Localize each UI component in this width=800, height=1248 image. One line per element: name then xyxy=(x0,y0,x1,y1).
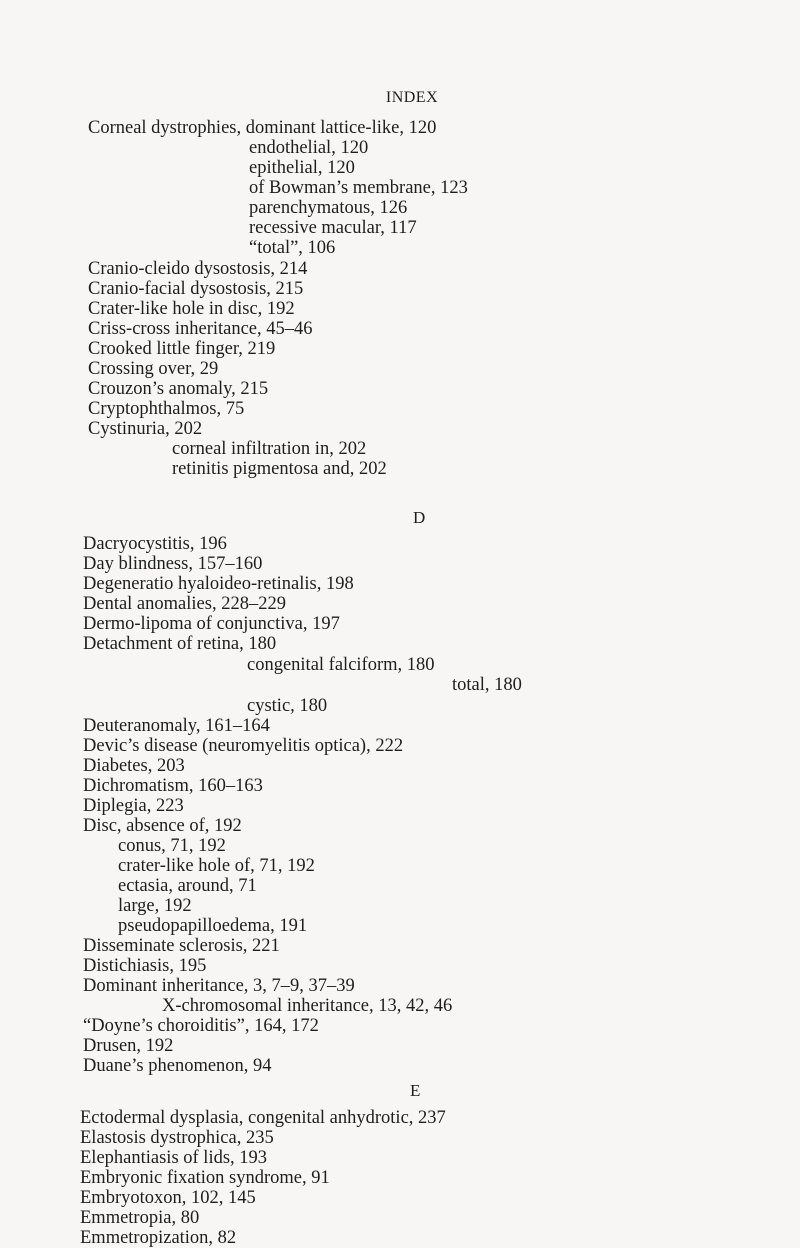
index-subentry: conus, 71, 192 xyxy=(118,836,226,856)
index-subentry: pseudopapilloedema, 191 xyxy=(118,916,308,936)
index-entry: Diplegia, 223 xyxy=(83,796,184,816)
index-entry: Cryptophthalmos, 75 xyxy=(88,399,245,419)
index-subentry: large, 192 xyxy=(118,896,192,916)
index-entry: Deuteranomaly, 161–164 xyxy=(83,716,270,736)
index-entry: Embryotoxon, 102, 145 xyxy=(80,1188,256,1208)
section-letter-d: D xyxy=(413,508,426,527)
index-entry: Elephantiasis of lids, 193 xyxy=(80,1148,268,1168)
index-entry: Diabetes, 203 xyxy=(83,756,185,776)
section-letter-e: E xyxy=(410,1081,421,1100)
index-subentry: of Bowman’s membrane, 123 xyxy=(249,178,468,198)
index-entry: Elastosis dystrophica, 235 xyxy=(80,1128,274,1148)
index-entry: Cranio-cleido dysostosis, 214 xyxy=(88,259,308,279)
index-subentry: endothelial, 120 xyxy=(249,138,369,158)
index-entry: Corneal dystrophies, dominant lattice-like, 120 xyxy=(88,118,437,138)
index-entry: Emmetropia, 80 xyxy=(80,1208,200,1228)
index-entry: “Doyne’s choroiditis”, 164, 172 xyxy=(83,1016,319,1036)
index-entry: Dichromatism, 160–163 xyxy=(83,776,263,796)
index-entry: Devic’s disease (neuromyelitis optica), 222 xyxy=(83,736,404,756)
index-entry: Emmetropization, 82 xyxy=(80,1228,237,1248)
index-subentry: retinitis pigmentosa and, 202 xyxy=(172,459,387,479)
index-entry: Dacryocystitis, 196 xyxy=(83,534,227,554)
index-entry: Dominant inheritance, 3, 7–9, 37–39 xyxy=(83,976,355,996)
index-subentry: total, 180 xyxy=(452,675,522,695)
index-entry: Detachment of retina, 180 xyxy=(83,634,277,654)
index-subentry: corneal infiltration in, 202 xyxy=(172,439,367,459)
index-entry: Criss-cross inheritance, 45–46 xyxy=(88,319,313,339)
index-subentry: congenital falciform, 180 xyxy=(247,655,435,675)
index-entry: Disseminate sclerosis, 221 xyxy=(83,936,280,956)
index-entry: Day blindness, 157–160 xyxy=(83,554,263,574)
index-entry: Crossing over, 29 xyxy=(88,359,219,379)
index-entry: Dermo-lipoma of conjunctiva, 197 xyxy=(83,614,340,634)
index-entry: Ectodermal dysplasia, congenital anhydrotic, 237 xyxy=(80,1108,446,1128)
index-subentry: parenchymatous, 126 xyxy=(249,198,408,218)
index-entry: Duane’s phenomenon, 94 xyxy=(83,1056,272,1076)
index-subentry: epithelial, 120 xyxy=(249,158,355,178)
index-entry: Crater-like hole in disc, 192 xyxy=(88,299,295,319)
page-header: INDEX xyxy=(385,89,439,106)
index-entry: Crooked little finger, 219 xyxy=(88,339,276,359)
index-subentry: ectasia, around, 71 xyxy=(118,876,257,896)
index-entry: Dental anomalies, 228–229 xyxy=(83,594,286,614)
index-entry: Crouzon’s anomaly, 215 xyxy=(88,379,269,399)
index-subentry: “total”, 106 xyxy=(249,238,336,258)
index-entry: Cranio-facial dysostosis, 215 xyxy=(88,279,304,299)
index-subentry: recessive macular, 117 xyxy=(249,218,417,238)
index-entry: Disc, absence of, 192 xyxy=(83,816,242,836)
index-subentry: cystic, 180 xyxy=(247,696,328,716)
index-entry: Embryonic fixation syndrome, 91 xyxy=(80,1168,330,1188)
index-entry: Degeneratio hyaloideo-retinalis, 198 xyxy=(83,574,354,594)
index-subentry: X-chromosomal inheritance, 13, 42, 46 xyxy=(162,996,453,1016)
index-entry: Drusen, 192 xyxy=(83,1036,174,1056)
index-subentry: crater-like hole of, 71, 192 xyxy=(118,856,315,876)
index-entry: Distichiasis, 195 xyxy=(83,956,207,976)
index-entry: Cystinuria, 202 xyxy=(88,419,203,439)
